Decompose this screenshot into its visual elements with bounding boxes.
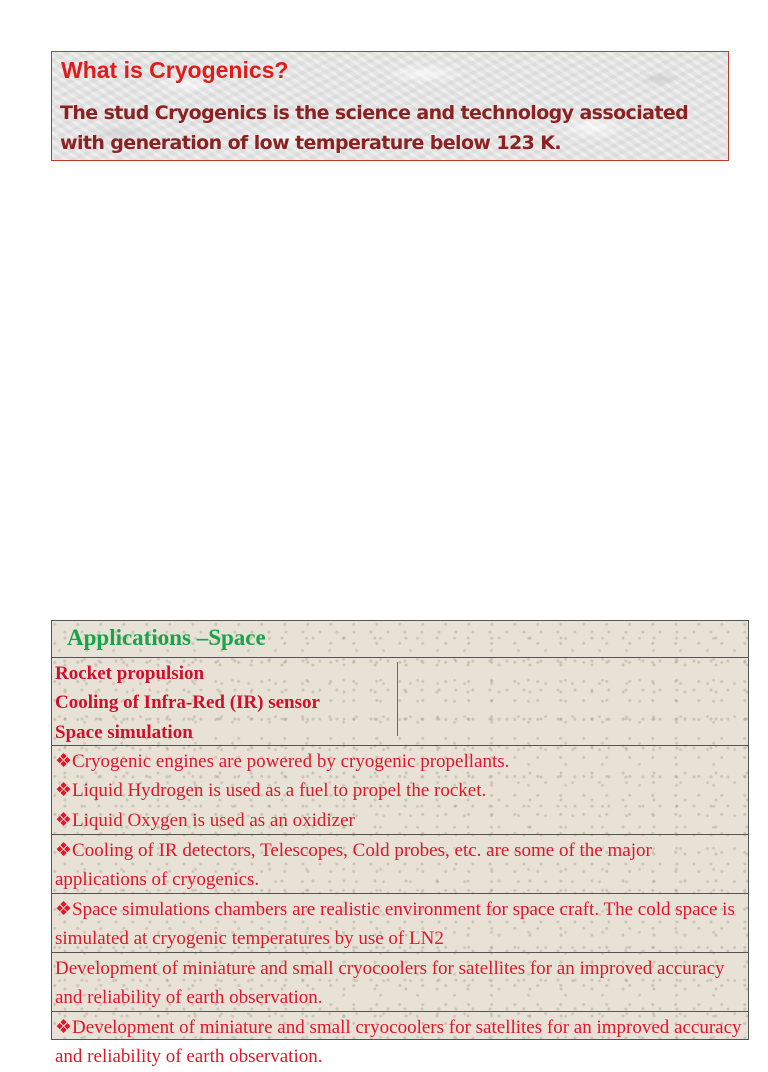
simulation-row bbox=[52, 893, 748, 952]
cryocooler-row bbox=[52, 952, 748, 1011]
propulsion-row bbox=[52, 745, 748, 834]
applications-header-row bbox=[52, 621, 748, 657]
definition-slide bbox=[51, 51, 729, 161]
propulsion-point-oxygen: ❖Liquid Oxygen is used as an oxidizer bbox=[55, 809, 355, 831]
topic-space-simulation: Space simulation bbox=[55, 721, 193, 743]
topic-ir-sensor-cooling: Cooling of Infra-Red (IR) sensor bbox=[55, 692, 320, 714]
applications-title: Applications –Space bbox=[67, 625, 266, 650]
cryocooler-point: Development of miniature and small cryocoolers for satellites for an improved accuracy and reliability of earth observation. bbox=[55, 958, 725, 1009]
topics-row bbox=[52, 657, 748, 745]
topic-rocket-propulsion: Rocket propulsion bbox=[55, 663, 205, 684]
applications-table bbox=[51, 620, 749, 1068]
definition-text: The stud Cryogenics is the science and technology associated with generation of low temperature below 123 K. bbox=[60, 102, 689, 154]
cryocooler-repeat-row bbox=[52, 1011, 748, 1071]
simulation-point: ❖Space simulations chambers are realistic environment for space craft. The cold space is simulated at cryogenic temperatures by use of LN2 bbox=[55, 899, 735, 950]
ir-point: ❖Cooling of IR detectors, Telescopes, Cold probes, etc. are some of the major applications of cryogenics. bbox=[55, 840, 652, 891]
ir-row bbox=[52, 834, 748, 893]
propulsion-point-engines: ❖Cryogenic engines are powered by cryogenic propellants. bbox=[55, 751, 510, 772]
propulsion-point-hydrogen: ❖Liquid Hydrogen is used as a fuel to propel the rocket. bbox=[55, 780, 487, 802]
definition-title: What is Cryogenics? bbox=[61, 57, 289, 83]
cryocooler-point-repeat: ❖Development of miniature and small cryocoolers for satellites for an improved accuracy and reliability of earth observation. bbox=[55, 1017, 742, 1068]
text-cursor-line bbox=[397, 662, 398, 736]
